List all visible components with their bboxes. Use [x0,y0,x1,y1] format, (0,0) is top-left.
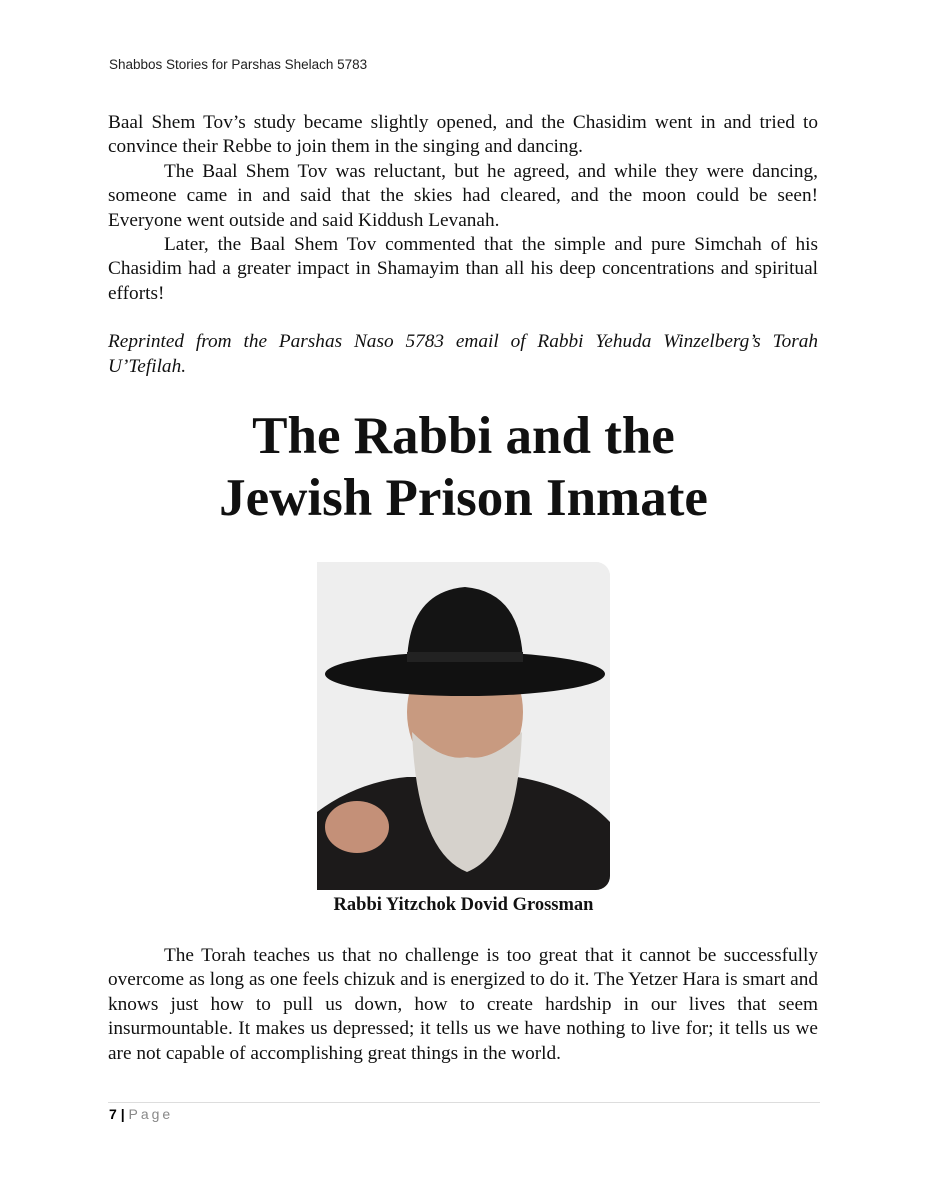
page-number: 7 [109,1106,117,1122]
portrait-illustration [317,562,610,890]
paragraph: Baal Shem Tov’s study became slightly opened, and the Chasidim went in and tried to convince their Rebbe to join them in the singing and dancing. [108,112,818,158]
article-title [0,405,927,529]
title-line: The Rabbi and the [252,407,675,465]
page-footer [109,1106,173,1122]
paragraph: Later, the Baal Shem Tov commented that the simple and pure Simchah of his Chasidim had a greater impact in Shamayim than all his deep concentrations and spiritual efforts! [108,234,818,304]
title-line: Jewish Prison Inmate [219,469,708,527]
paragraph: The Torah teaches us that no challenge is too great that it cannot be successfully overcome as long as one feels chizuk and is energized to do it. The Yetzer Hara is smart and knows just how to pull us down, how to create hardship in our lives that seem insurmountable. It makes us depressed; it tells us we have nothing to live for; it tells us we are not capable of accomplishing great things in the world. [108,945,818,1064]
footer-separator: | [120,1106,125,1122]
story-text [108,944,818,1066]
page-label: Page [128,1106,174,1122]
rabbi-portrait-photo [317,562,610,890]
photo-caption: Rabbi Yitzchok Dovid Grossman [333,895,594,915]
paragraph: The Baal Shem Tov was reluctant, but he agreed, and while they were dancing, someone came in and said that the skies had cleared, and the moon could be seen! Everyone went outside and said Kiddush Levanah. [108,160,818,231]
running-header: Shabbos Stories for Parshas Shelach 5783 [109,57,368,72]
reprint-note: Reprinted from the Parshas Naso 5783 email of Rabbi Yehuda Winzelberg’s Torah U’Tefilah. [108,331,818,377]
intro-text [108,111,818,379]
footer-divider [108,1102,820,1103]
